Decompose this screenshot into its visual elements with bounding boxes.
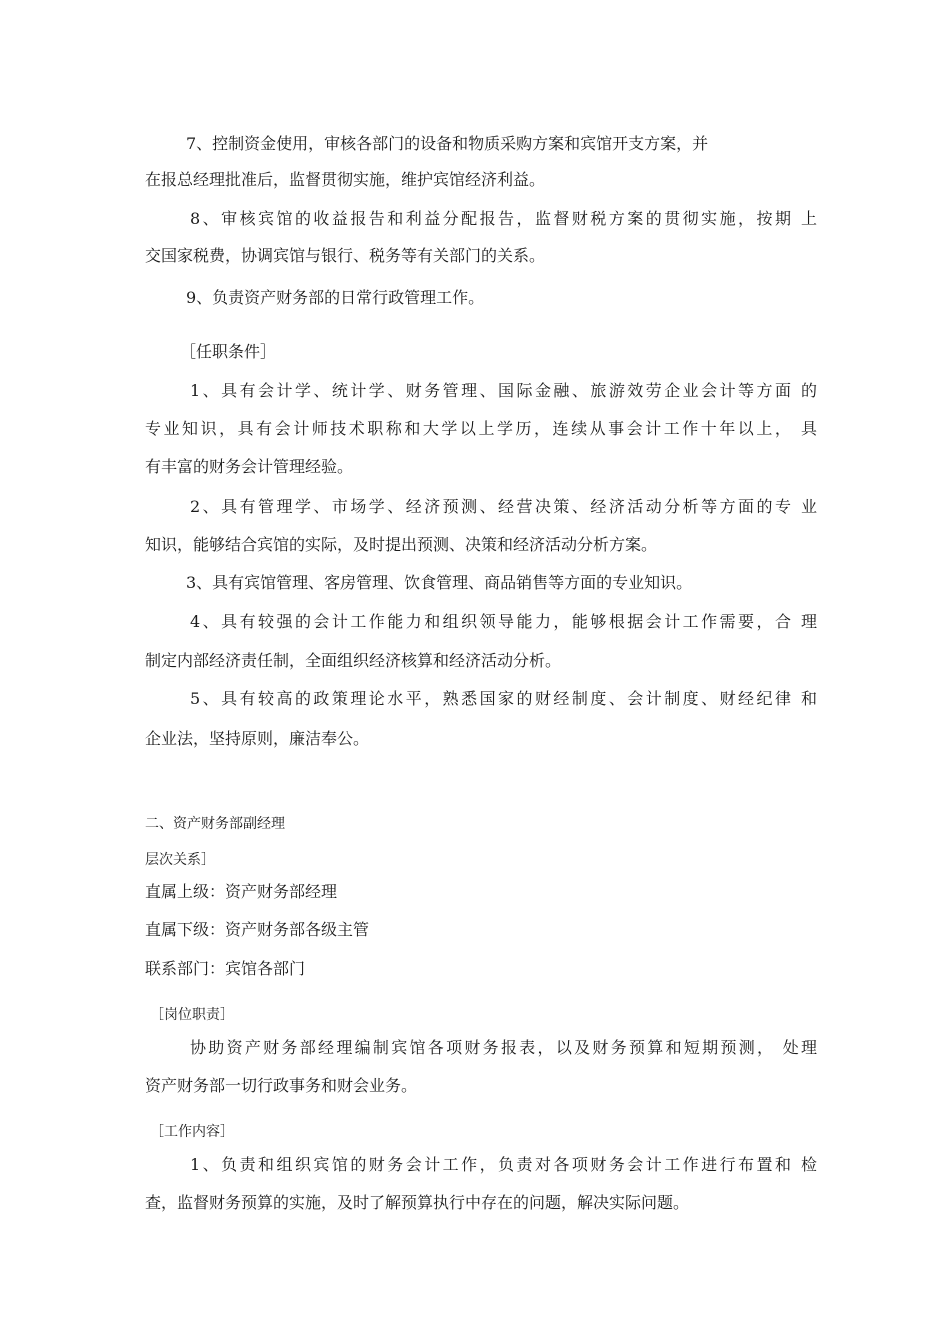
hierarchy-heading: 层次关系］ <box>145 852 215 868</box>
qualification-2-line-2: 知识，能够结合宾馆的实际，及时提出预测、决策和经济活动分析方案。 <box>145 535 658 554</box>
qualification-4-line-1: 4、具有较强的会计工作能力和组织领导能力，能够根据会计工作需要，合 理 <box>190 612 817 631</box>
responsibility-line-2: 资产财务部一切行政事务和财会业务。 <box>145 1076 418 1095</box>
work-1-line-2: 查，监督财务预算的实施，及时了解预算执行中存在的问题，解决实际问题。 <box>145 1193 690 1212</box>
responsibility-line-1: 协助资产财务部经理编制宾馆各项财务报表，以及财务预算和短期预测， 处理 <box>190 1038 817 1057</box>
qualifications-heading: ［任职条件］ <box>180 342 277 361</box>
qualification-5-line-2: 企业法，坚持原则，廉洁奉公。 <box>145 729 370 748</box>
work-1-line-1: 1、负责和组织宾馆的财务会计工作，负责对各项财务会计工作进行布置和 检 <box>190 1155 817 1174</box>
qualification-1-line-3: 有丰富的财务会计管理经验。 <box>145 457 354 476</box>
duty-7-line-2: 在报总经理批准后，监督贯彻实施，维护宾馆经济利益。 <box>145 170 546 189</box>
hierarchy-superior: 直属上级：资产财务部经理 <box>145 882 338 901</box>
work-heading: ［工作内容］ <box>150 1124 234 1140</box>
qualification-5-line-1: 5、具有较高的政策理论水平，熟悉国家的财经制度、会计制度、财经纪律 和 <box>190 689 817 708</box>
duty-9-line-1: 9、负责资产财务部的日常行政管理工作。 <box>186 288 485 307</box>
duty-8-line-1: 8、审核宾馆的收益报告和利益分配报告，监督财税方案的贯彻实施，按期 上 <box>190 209 817 228</box>
qualification-1-line-1: 1、具有会计学、统计学、财务管理、国际金融、旅游效劳企业会计等方面 的 <box>190 381 817 400</box>
qualification-4-line-2: 制定内部经济责任制，全面组织经济核算和经济活动分析。 <box>145 651 562 670</box>
qualification-1-line-2: 专业知识，具有会计师技术职称和大学以上学历，连续从事会计工作十年以上， 具 <box>145 419 817 438</box>
section-title: 二、资产财务部副经理 <box>145 816 285 832</box>
hierarchy-contact: 联系部门：宾馆各部门 <box>145 959 306 978</box>
duty-7-line-1: 7、控制资金使用，审核各部门的设备和物质采购方案和宾馆开支方案，并 <box>186 134 709 153</box>
responsibility-heading: ［岗位职责］ <box>150 1007 234 1023</box>
qualification-2-line-1: 2、具有管理学、市场学、经济预测、经营决策、经济活动分析等方面的专 业 <box>190 497 817 516</box>
qualification-3-line-1: 3、具有宾馆管理、客房管理、饮食管理、商品销售等方面的专业知识。 <box>186 573 693 592</box>
hierarchy-subordinate: 直属下级：资产财务部各级主管 <box>145 920 370 939</box>
duty-8-line-2: 交国家税费，协调宾馆与银行、税务等有关部门的关系。 <box>145 246 546 265</box>
